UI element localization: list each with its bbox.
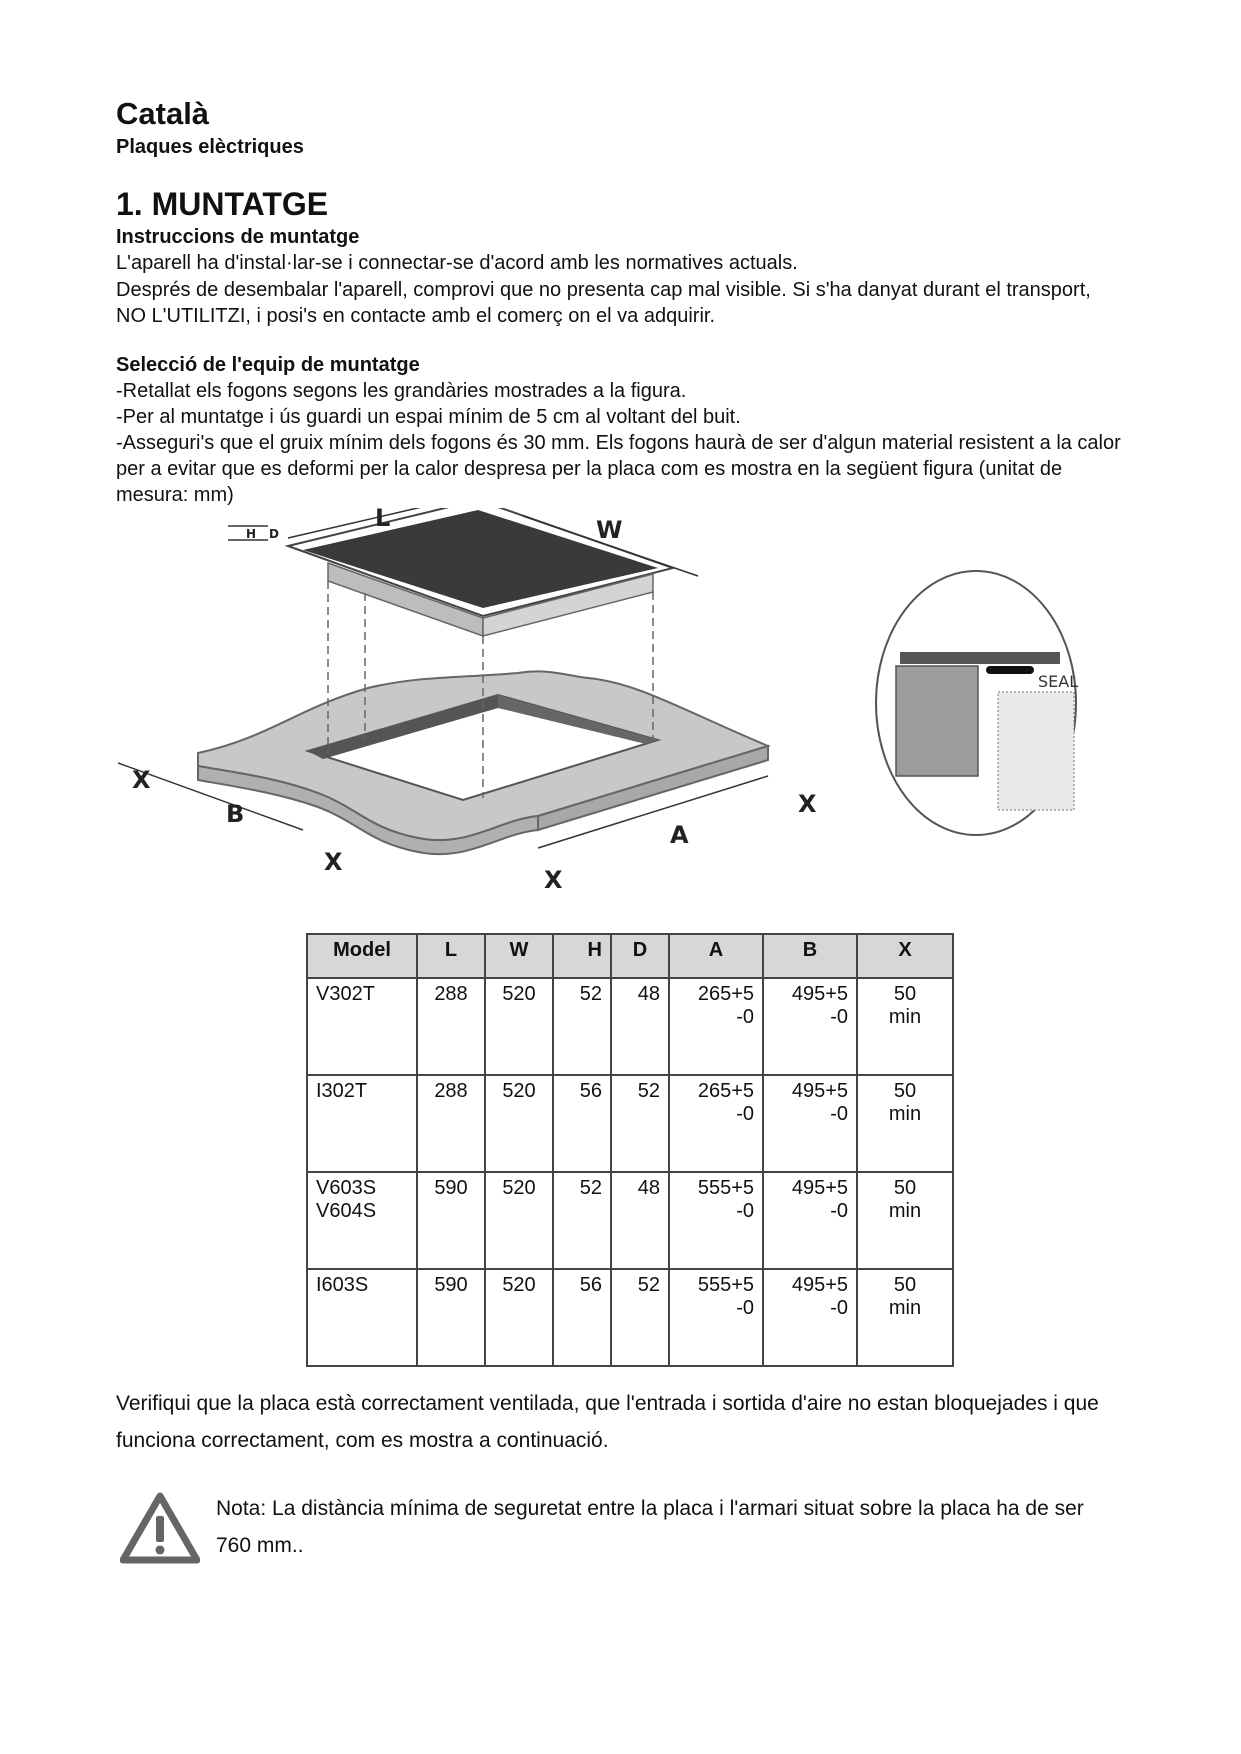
- header-x: X: [857, 934, 953, 978]
- cell-l: 590: [417, 1269, 485, 1366]
- label-w: W: [596, 516, 623, 544]
- detail-cabinet: [998, 692, 1074, 810]
- instructions-paragraph-1: L'aparell ha d'instal·lar-se i connectar-se d'acord amb les normatives actuals.: [116, 252, 798, 274]
- header-h: H: [553, 934, 611, 978]
- table-row: [307, 978, 953, 1075]
- cell-a: 555+5 -0: [669, 1172, 763, 1269]
- cell-b: 495+5 -0: [763, 1172, 857, 1269]
- cell-x: 50 min: [857, 978, 953, 1075]
- cell-w: 520: [485, 1269, 553, 1366]
- header-b: B: [763, 934, 857, 978]
- cell-b: 495+5 -0: [763, 1075, 857, 1172]
- cell-w: 520: [485, 1075, 553, 1172]
- product-subtitle: Plaques elèctriques: [116, 136, 304, 158]
- cell-model: I302T: [307, 1075, 417, 1172]
- header-model: Model: [307, 934, 417, 978]
- label-l: L: [375, 508, 391, 532]
- label-x-bottom: X: [544, 866, 563, 894]
- header-l: L: [417, 934, 485, 978]
- label-x-right: X: [798, 790, 817, 818]
- warning-triangle-icon: [120, 1492, 200, 1564]
- label-x-bottom-left: X: [324, 848, 343, 876]
- cell-a: 555+5 -0: [669, 1269, 763, 1366]
- cell-b: 495+5 -0: [763, 978, 857, 1075]
- selection-heading: Selecció de l'equip de muntatge: [116, 354, 420, 376]
- cell-l: 590: [417, 1172, 485, 1269]
- safety-note: Nota: La distància mínima de seguretat entre la placa i l'armari situat sobre la placa ha de ser 760 mm..: [216, 1497, 1084, 1557]
- cell-model: I603S: [307, 1269, 417, 1366]
- detail-countertop: [896, 666, 978, 776]
- table-row: [307, 1075, 953, 1172]
- table-header-row: [307, 934, 953, 978]
- ventilation-paragraph: Verifiqui que la placa està correctament ventilada, que l'entrada i sortida d'aire no estan bloquejades i que funciona correctament, com es mostra a continuació.: [116, 1392, 1099, 1452]
- cell-x: 50 min: [857, 1172, 953, 1269]
- cell-h: 56: [553, 1075, 611, 1172]
- label-h: H: [246, 527, 257, 541]
- label-a: A: [670, 821, 689, 849]
- cell-l: 288: [417, 1075, 485, 1172]
- detail-hob-edge: [900, 652, 1060, 664]
- cell-b: 495+5 -0: [763, 1269, 857, 1366]
- label-seal: SEAL: [1038, 672, 1079, 691]
- cell-h: 56: [553, 1269, 611, 1366]
- label-x-left: X: [132, 766, 151, 794]
- header-a: A: [669, 934, 763, 978]
- cell-h: 52: [553, 978, 611, 1075]
- instructions-heading: Instruccions de muntatge: [116, 226, 360, 248]
- cell-w: 520: [485, 1172, 553, 1269]
- detail-seal: [986, 666, 1034, 674]
- header-w: W: [485, 934, 553, 978]
- cell-x: 50 min: [857, 1269, 953, 1366]
- header-d: D: [611, 934, 669, 978]
- selection-item-1: -Retallat els fogons segons les grandàries mostrades a la figura.: [116, 380, 687, 402]
- cell-a: 265+5 -0: [669, 978, 763, 1075]
- instructions-paragraph-2: Després de desembalar l'aparell, comprovi que no presenta cap mal visible. Si s'ha danyat durant el transport, NO L'UTILITZI, i posi's en contacte amb el comerç on el va adquirir.: [116, 279, 1091, 327]
- cell-d: 52: [611, 1075, 669, 1172]
- cell-model: V302T: [307, 978, 417, 1075]
- dimensions-table: [306, 933, 954, 1367]
- cell-h: 52: [553, 1172, 611, 1269]
- table-row: [307, 1172, 953, 1269]
- cell-a: 265+5 -0: [669, 1075, 763, 1172]
- cell-d: 52: [611, 1269, 669, 1366]
- table-row: [307, 1269, 953, 1366]
- selection-item-3: -Asseguri's que el gruix mínim dels fogons és 30 mm. Els fogons haurà de ser d'algun material resistent a la calor per a evitar que es deformi per la calor despresa per la placa com es mostra en la següent figura (unitat de mesura: mm): [116, 432, 1121, 506]
- selection-item-2: -Per al muntatge i ús guardi un espai mínim de 5 cm al voltant del buit.: [116, 406, 741, 428]
- label-d: D: [269, 527, 279, 541]
- cell-d: 48: [611, 1172, 669, 1269]
- label-b: B: [226, 800, 245, 828]
- language-heading: Català: [116, 96, 210, 131]
- cell-w: 520: [485, 978, 553, 1075]
- cell-model: V603S V604S: [307, 1172, 417, 1269]
- cell-d: 48: [611, 978, 669, 1075]
- cell-x: 50 min: [857, 1075, 953, 1172]
- installation-diagram: [118, 508, 1108, 898]
- section-title: 1. MUNTATGE: [116, 186, 329, 222]
- cell-l: 288: [417, 978, 485, 1075]
